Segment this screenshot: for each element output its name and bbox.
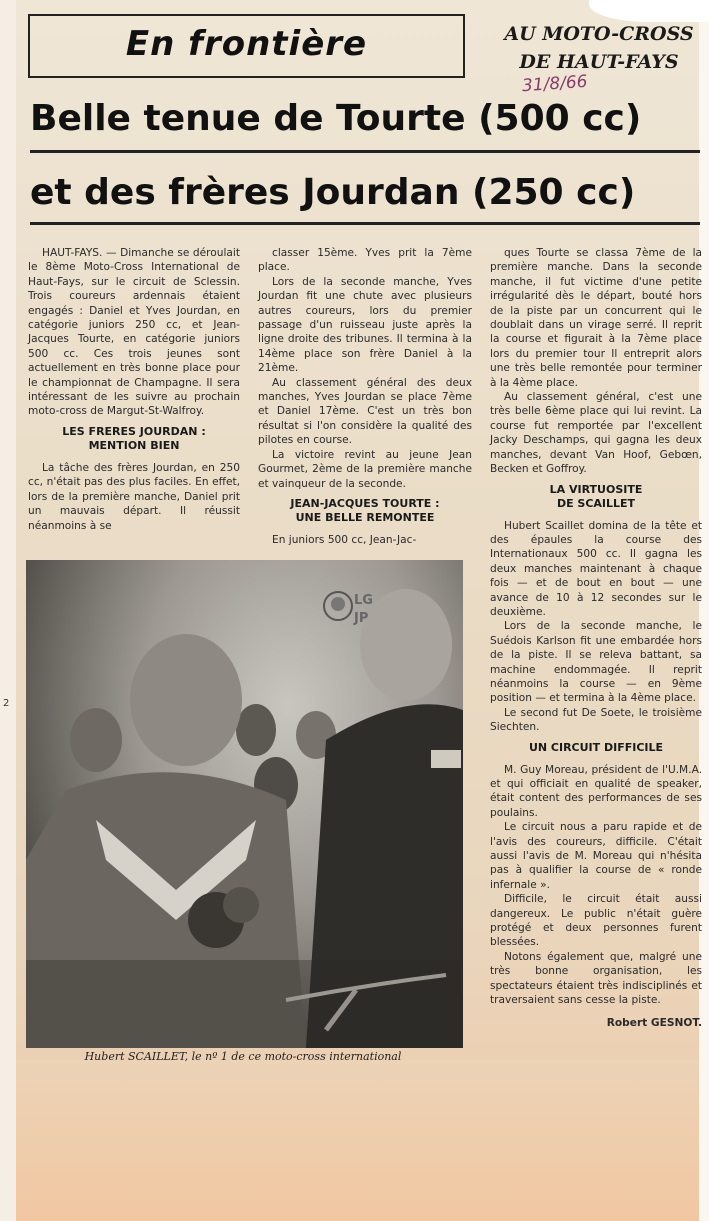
- paragraph: La victoire revint au jeune Jean Gourmet, 2ème de la première manche et vainqueur de la seconde.: [258, 448, 472, 490]
- paragraph: Lors de la seconde manche, Yves Jourdan fit une chute avec plusieurs autres coureurs, lors du premier passage d'un ruisseau juste après la ligne droite des tribunes. Il termina à la 14ème place son frère Daniel à la 21ème.: [258, 275, 472, 375]
- subheading-line: LA VIRTUOSITE: [549, 482, 643, 496]
- headline: Belle tenue de Tourte (500 cc): [30, 98, 642, 139]
- subheading-line: DE SCAILLET: [556, 496, 636, 510]
- paragraph: La tâche des frères Jourdan, en 250 cc, n'était pas des plus faciles. En effet, lors de la première manche, Daniel prit un mauvais départ. Il réussit néanmoins à se: [28, 461, 240, 532]
- location-line: DE HAUT-FAYS: [519, 51, 679, 73]
- stamp-logo: [322, 586, 384, 630]
- paragraph: Hubert Scaillet domina de la tête et des épaules la course des Internationaux 500 cc. Il gagna les deux manches maintenant à chaque fois — et de bout en bout — une avance de 10 à 12 secondes sur le deuxième.: [490, 519, 702, 618]
- subheading-line: MENTION BIEN: [88, 438, 180, 452]
- author-signature: Robert GESNOT.: [606, 1016, 702, 1029]
- svg-text:LG: LG: [354, 593, 373, 608]
- section-banner: [28, 14, 465, 78]
- press-photo: [26, 560, 463, 1048]
- divider: [30, 150, 700, 153]
- paragraph: HAUT-FAYS. — Dimanche se déroulait le 8ème Moto-Cross International de Haut-Fays, sur le circuit de Sclessin. Trois coureurs ardennais étaient engagés : Daniel et Yves Jourdan, en catégorie juniors 250 cc, et Jean-Jacques Tourte, en catégorie juniors 500 cc. Ces trois jeunes sont actuellement en très bonne place pour le championnat de Champagne. Il sera intéressant de les suivre au prochain moto-cross de Margut-St-Walfroy.: [28, 247, 240, 418]
- paper-backing: [0, 1060, 709, 1221]
- headline: et des frères Jourdan (250 cc): [30, 172, 636, 213]
- location-line: AU MOTO-CROSS: [504, 23, 694, 45]
- article-column-2: [258, 246, 472, 547]
- photo-caption: Hubert SCAILLET, le nº 1 de ce moto-cross international: [84, 1050, 402, 1063]
- archive-stamp: [322, 586, 384, 630]
- subheading: [490, 483, 702, 511]
- paragraph: Lors de la seconde manche, le Suédois Karlson fit une embardée hors de la piste. Il se releva battant, sa machine endommagée. Il reprit néanmoins la course — en 9ème position — et termina à la 4ème place.: [490, 620, 702, 705]
- subheading: [258, 497, 472, 525]
- subheading: UN CIRCUIT DIFFICILE: [528, 740, 664, 754]
- paper-edge: [0, 0, 16, 1221]
- paragraph: Difficile, le circuit était aussi dangereux. Le public n'était guère protégé et deux personnes furent blessées.: [490, 893, 702, 949]
- section-title: En frontière: [125, 24, 368, 64]
- event-location: [494, 20, 704, 76]
- paragraph: M. Guy Moreau, président de l'U.M.A. et qui officiait en qualité de speaker, était content des performances de ses poulains.: [490, 763, 702, 819]
- svg-text:JP: JP: [354, 611, 369, 626]
- paragraph: Au classement général, c'est une très belle 6ème place qui lui revint. La course fut remportée par l'excellent Jacky Deschamps, qui gagna les deux manches, devant Van Hoof, Gebœn, Becken et Goffroy.: [490, 391, 702, 476]
- paragraph: Notons également que, malgré une très bonne organisation, les spectateurs étaient très indisciplinés et traversaient sans cesse la piste.: [490, 950, 702, 1007]
- handwritten-date: 31/8/66: [521, 71, 589, 97]
- paragraph: Au classement général des deux manches, Yves Jourdan se place 7ème et Daniel 17ème. C'est un très bon résultat si l'on considère la qualité des pilotes en course.: [258, 376, 472, 447]
- article-column-1: [28, 246, 240, 533]
- subheading-line: LES FRERES JOURDAN :: [62, 424, 206, 438]
- photo-illustration: [26, 560, 463, 1048]
- article-column-3: [490, 246, 702, 1030]
- paragraph: Le second fut De Soete, le troisième Siechten.: [490, 706, 702, 734]
- divider: [30, 222, 700, 225]
- subheading-line: UNE BELLE REMONTEE: [295, 510, 435, 524]
- margin-mark: 2: [3, 698, 10, 709]
- paragraph: En juniors 500 cc, Jean-Jac-: [272, 533, 417, 546]
- paragraph: ques Tourte se classa 7ème de la première manche. Dans la seconde manche, il fut victime d'une petite irrégularité dès le départ, bouté hors de la piste par un concurrent qui le doublait dans un virage serré. Il reprit la course et figurait à la 7ème place lors du premier tour Il entreprit alors une très belle remontée pour terminer à la 4ème place.: [490, 247, 702, 389]
- subheading: [28, 425, 240, 453]
- paragraph: classer 15ème. Yves prit la 7ème place.: [258, 247, 472, 274]
- subheading-line: JEAN-JACQUES TOURTE :: [290, 496, 440, 510]
- torn-corner: [589, 0, 709, 22]
- paragraph: Le circuit nous a paru rapide et de l'avis des coureurs, difficile. C'était aussi l'avis de M. Moreau qui n'hésita pas à qualifier la course de « ronde infernale ».: [490, 821, 702, 891]
